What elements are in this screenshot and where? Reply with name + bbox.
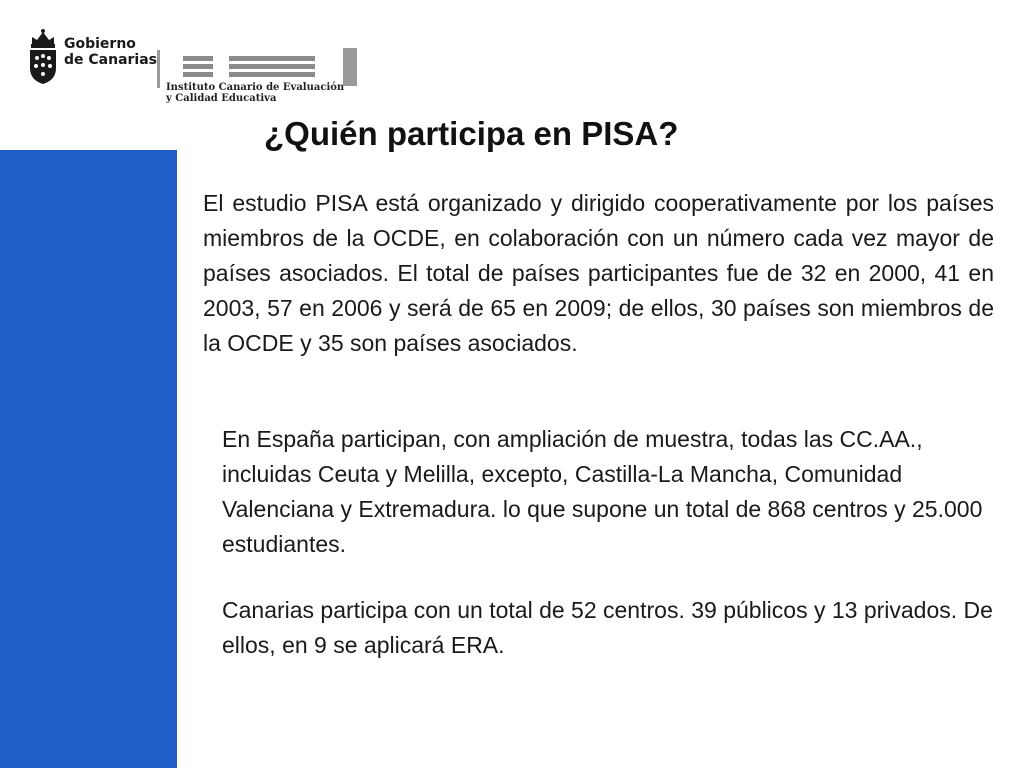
paragraph-spain-participation: En España participan, con ampliación de muestra, todas las CC.AA., incluidas Ceuta y Melilla, excepto, Castilla-La Mancha, Comunidad Valenciana y Extremadura. lo que supone un total de 868 centros y 25.000 estudiantes. xyxy=(222,426,983,557)
gov-logo-line2: de Canarias xyxy=(64,52,158,68)
slide-title: ¿Quién participa en PISA? xyxy=(264,115,679,152)
institute-line1: Instituto Canario de Evaluación xyxy=(166,82,345,93)
decorative-blue-bar xyxy=(0,150,177,768)
slide-header xyxy=(0,0,420,112)
institute-logo-text xyxy=(166,82,344,104)
institute-line2: y Calidad Educativa xyxy=(166,93,277,104)
paragraph-canarias-participation: Canarias participa con un total de 52 centros. 39 públicos y 13 privados. De ellos, en 9 se aplicará ERA. xyxy=(222,597,993,658)
paragraph-pisa-organization: El estudio PISA está organizado y dirigido cooperativamente por los países miembros de la OCDE, en colaboración con un número cada vez mayor de países asociados. El total de países participantes fue de 32 en 2000, 41 en 2003, 57 en 2006 y será de 65 en 2009; de ellos, 30 países son miembros de la OCDE y 35 son países asociados. xyxy=(203,190,994,356)
government-logo-text xyxy=(64,36,157,68)
coat-of-arms-icon xyxy=(26,28,60,86)
gov-logo-line1: Gobierno xyxy=(64,36,136,52)
